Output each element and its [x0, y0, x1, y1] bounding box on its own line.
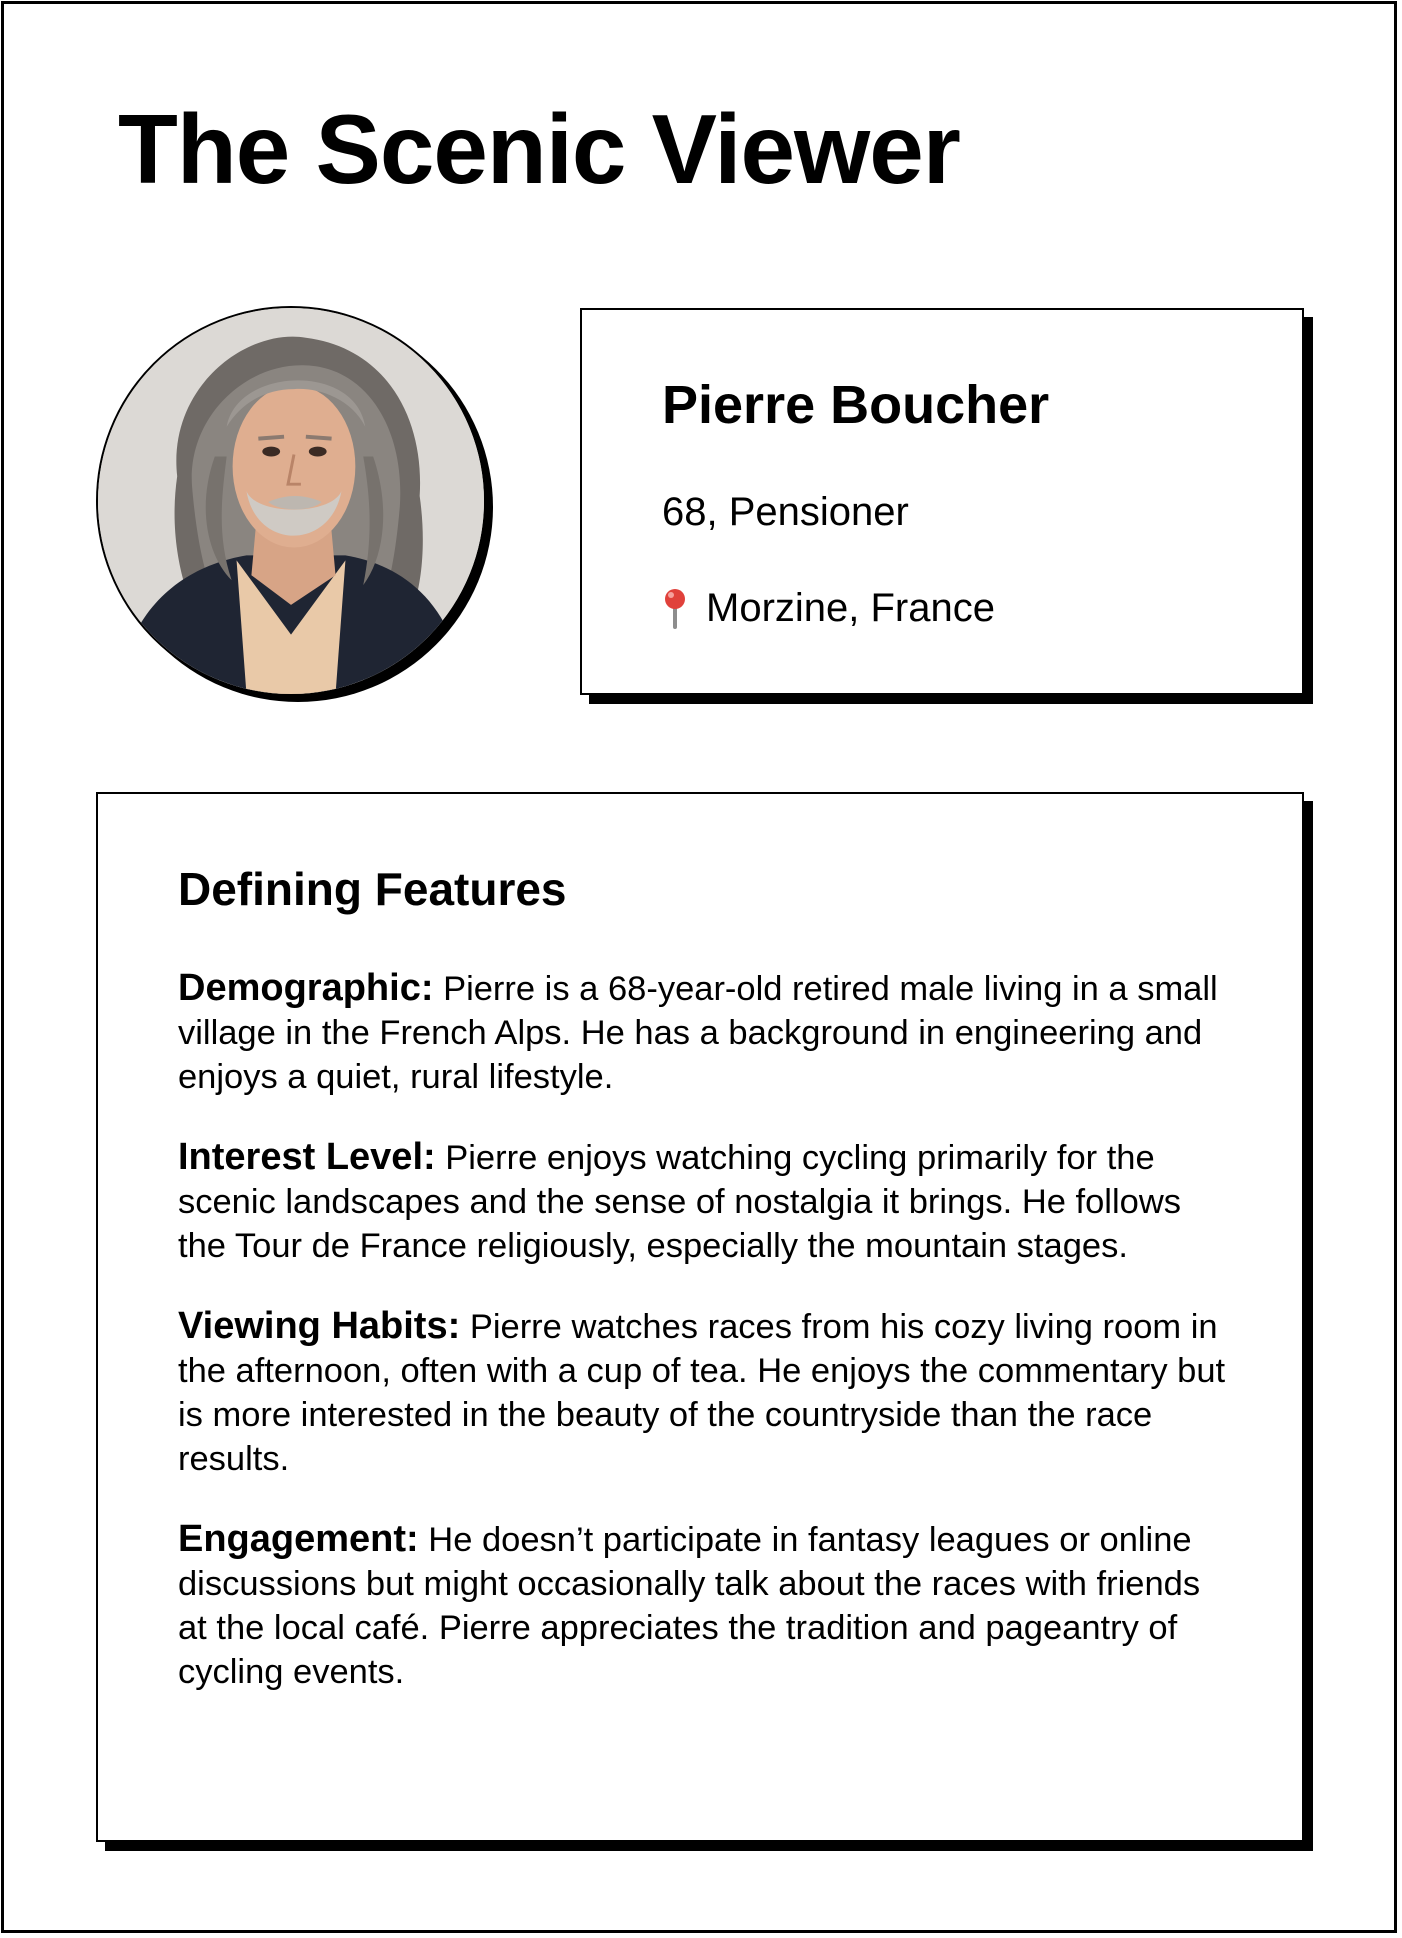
- feature-label: Viewing Habits:: [178, 1305, 461, 1347]
- pin-icon: [660, 587, 690, 631]
- feature-viewing-habits: [178, 1304, 1238, 1481]
- feature-text: He doesn’t participate in fantasy leagues or online discussions but might occasionally talk about the races with friends at the local café. Pierre appreciates the tradition and pageantry of cycling events.: [178, 1521, 1201, 1691]
- profile-age-occupation: 68, Pensioner: [662, 490, 909, 534]
- avatar: [96, 306, 486, 696]
- profile-card: [580, 308, 1304, 695]
- feature-label: Engagement:: [178, 1518, 419, 1560]
- feature-text: Pierre enjoys watching cycling primarily for the scenic landscapes and the sense of nostalgia it brings. He follows the Tour de France religiously, especially the mountain stages.: [178, 1139, 1181, 1265]
- feature-label: Interest Level:: [178, 1136, 436, 1178]
- feature-label: Demographic:: [178, 967, 434, 1009]
- features-list: [178, 966, 1238, 1730]
- portrait-image: [98, 308, 484, 694]
- features-card: [96, 792, 1304, 1842]
- features-heading: Defining Features: [178, 863, 567, 915]
- feature-text: Pierre watches races from his cozy living room in the afternoon, often with a cup of tea. He enjoys the commentary but is more interested in the beauty of the countryside than the race results.: [178, 1308, 1226, 1478]
- feature-text: Pierre is a 68-year-old retired male living in a small village in the French Alps. He has a background in engineering and enjoys a quiet, rural lifestyle.: [178, 970, 1218, 1096]
- profile-location: [660, 586, 995, 631]
- location-text: Morzine, France: [706, 586, 995, 630]
- feature-engagement: [178, 1517, 1238, 1694]
- profile-name: Pierre Boucher: [662, 375, 1050, 435]
- feature-demographic: [178, 966, 1238, 1099]
- feature-interest-level: [178, 1135, 1238, 1268]
- page-title: The Scenic Viewer: [118, 94, 960, 204]
